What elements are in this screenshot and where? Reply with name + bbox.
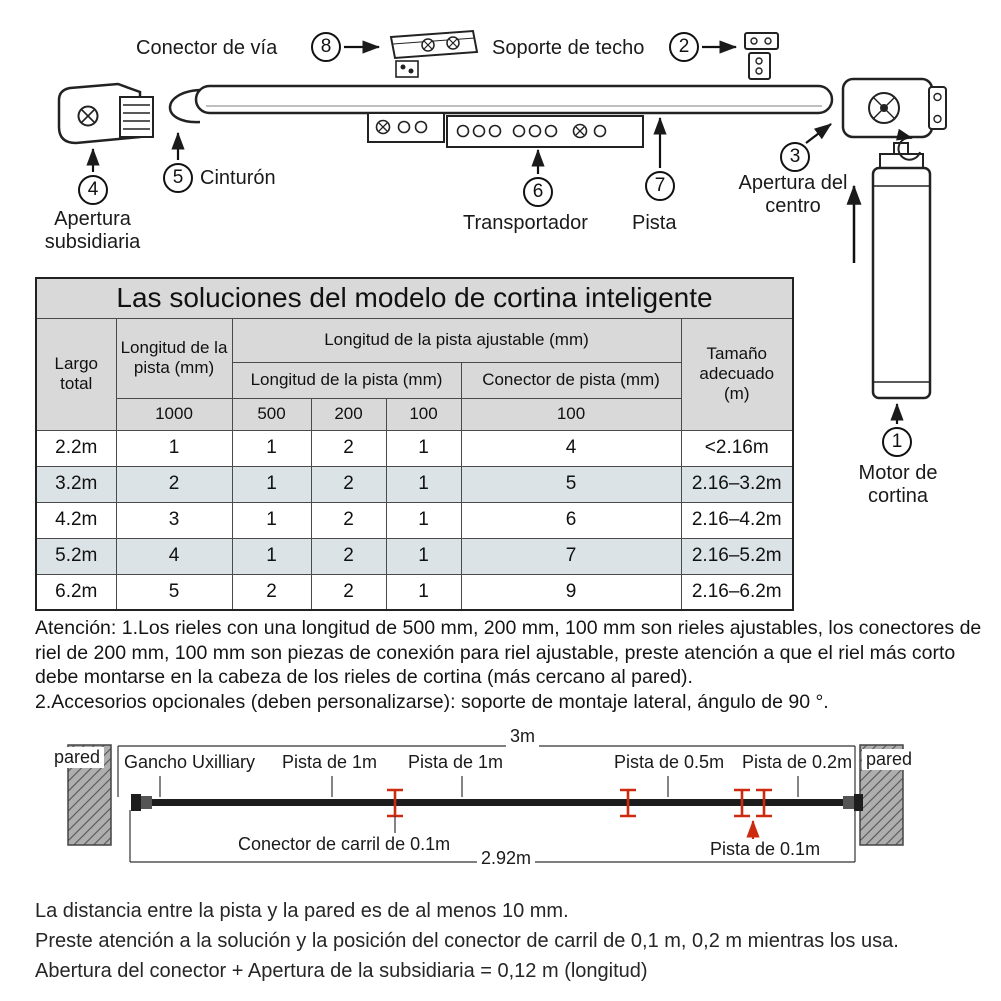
table-cell: 5.2m (36, 538, 116, 574)
attention-part2: 2.Accesorios opcionales (deben personalizarse): soporte de montaje lateral, ángulo de 90 °. (35, 690, 829, 713)
table-cell: 2 (311, 430, 386, 466)
table-cell: 3 (116, 502, 232, 538)
table-cell: 1 (232, 502, 311, 538)
callout-badge-4: 4 (78, 175, 108, 205)
table-cell: 1 (232, 538, 311, 574)
callout-badge-6: 6 (523, 177, 553, 207)
label-dim-3m: 3m (506, 726, 539, 747)
ceiling-bracket-part (745, 33, 778, 79)
label-gancho-uxilliary: Gancho Uxilliary (124, 752, 256, 772)
label-pared-left: pared (50, 747, 104, 768)
table-cell: 1 (386, 466, 461, 502)
installation-measurement-diagram (0, 720, 1001, 895)
table-row (36, 502, 793, 538)
table-row (36, 430, 793, 466)
label-soporte-techo: Soporte de techo (492, 37, 645, 59)
motor-body (854, 138, 930, 398)
label-leader-lines (160, 776, 798, 797)
callout-badge-5: 5 (163, 163, 193, 193)
label-conector-carril: Conector de carril de 0.1m (238, 834, 451, 854)
solutions-table (35, 277, 794, 611)
table-row (36, 574, 793, 610)
table-title-row (36, 278, 793, 318)
table-cell: 1 (386, 574, 461, 610)
label-pista-01m: Pista de 0.1m (710, 839, 821, 859)
col-subheader-conector-pista: Conector de pista (mm) (461, 362, 681, 398)
table-cell: 4 (116, 538, 232, 574)
table-cell: 4.2m (36, 502, 116, 538)
table-cell: 2.16–5.2m (681, 538, 793, 574)
table-cell: 3.2m (36, 466, 116, 502)
table-cell: 5 (116, 574, 232, 610)
table-cell: 2 (311, 538, 386, 574)
label-conector-via: Conector de vía (136, 37, 278, 59)
table-row (36, 466, 793, 502)
size-header-500: 500 (232, 398, 311, 430)
table-cell: 6.2m (36, 574, 116, 610)
table-cell: 1 (116, 430, 232, 466)
table-cell: 1 (386, 502, 461, 538)
label-dim-292m: 2.92m (477, 848, 535, 869)
track-rail (196, 86, 832, 113)
table-cell: 1 (386, 538, 461, 574)
label-pared-right: pared (862, 749, 916, 770)
table-row (36, 538, 793, 574)
table-cell: 2 (116, 466, 232, 502)
label-pista-1m-a: Pista de 1m (282, 752, 378, 772)
table-cell: 6 (461, 502, 681, 538)
label-pista-02m: Pista de 0.2m (742, 752, 853, 772)
footer-note-distance: La distancia entre la pista y la pared es de al menos 10 mm. (35, 900, 569, 922)
table-cell: 7 (461, 538, 681, 574)
table-cell: 5 (461, 466, 681, 502)
table-title: Las soluciones del modelo de cortina inteligente (36, 278, 793, 318)
col-header-largo-total: Largo total (36, 318, 116, 430)
col-header-longitud-pista: Longitud de la pista (mm) (116, 318, 232, 398)
size-header-100: 100 (386, 398, 461, 430)
label-pista-05m: Pista de 0.5m (614, 752, 725, 772)
label-apertura-subsidiaria: Apertura subsidiaria (44, 208, 141, 253)
size-header-1000: 1000 (116, 398, 232, 430)
table-cell: 4 (461, 430, 681, 466)
table-cell: 9 (461, 574, 681, 610)
subsidiary-end-cap (59, 84, 153, 143)
col-header-longitud-ajustable: Longitud de la pista ajustable (mm) (232, 318, 681, 362)
table-header-row (36, 318, 793, 362)
table-cell: <2.16m (681, 430, 793, 466)
label-cinturon: Cinturón (200, 167, 276, 189)
carrier-assembly (368, 113, 643, 147)
callout-badge-8: 8 (311, 32, 341, 62)
label-pista-1m-b: Pista de 1m (408, 752, 504, 772)
footer-note-opening-formula: Abertura del conector + Apertura de la subsidiaria = 0,12 m (longitud) (35, 960, 648, 982)
motor-head (843, 79, 946, 137)
callout-badge-1: 1 (882, 427, 912, 457)
track-bar (131, 794, 863, 811)
size-header-conector-100: 100 (461, 398, 681, 430)
col-header-tamano: Tamaño adecuado (m) (681, 318, 793, 430)
attention-note (35, 616, 983, 714)
table-cell: 2 (311, 502, 386, 538)
col-subheader-longitud-pista: Longitud de la pista (mm) (232, 362, 461, 398)
track-connector-part (391, 31, 477, 77)
table-cell: 1 (386, 430, 461, 466)
table-sizes-row (36, 398, 793, 430)
table-cell: 2 (232, 574, 311, 610)
table-cell: 2.16–3.2m (681, 466, 793, 502)
label-pista: Pista (632, 212, 677, 234)
label-motor-cortina: Motor de cortina (858, 462, 938, 507)
table-cell: 2.16–6.2m (681, 574, 793, 610)
table-cell: 2.2m (36, 430, 116, 466)
table-cell: 2 (311, 574, 386, 610)
attention-part1: Atención: 1.Los rieles con una longitud de 500 mm, 200 mm, 100 mm son rieles ajustables, los conectores de riel de 200 mm, 100 mm son piezas de conexión para riel ajustable, preste atención a que el riel más corto debe montarse en la cabeza de los rieles de cortina (más cercano al pared). (35, 617, 982, 689)
label-transportador: Transportador (463, 212, 588, 234)
table-cell: 1 (232, 466, 311, 502)
table-cell: 1 (232, 430, 311, 466)
table-cell: 2 (311, 466, 386, 502)
table-cell: 2.16–4.2m (681, 502, 793, 538)
label-apertura-centro: Apertura del centro (738, 172, 848, 217)
callout-badge-7: 7 (645, 171, 675, 201)
size-header-200: 200 (311, 398, 386, 430)
callout-badge-2: 2 (669, 32, 699, 62)
callout-badge-3: 3 (780, 142, 810, 172)
footer-note-connector-position: Preste atención a la solución y la posición del conector de carril de 0,1 m, 0,2 m mientras los usa. (35, 930, 899, 952)
